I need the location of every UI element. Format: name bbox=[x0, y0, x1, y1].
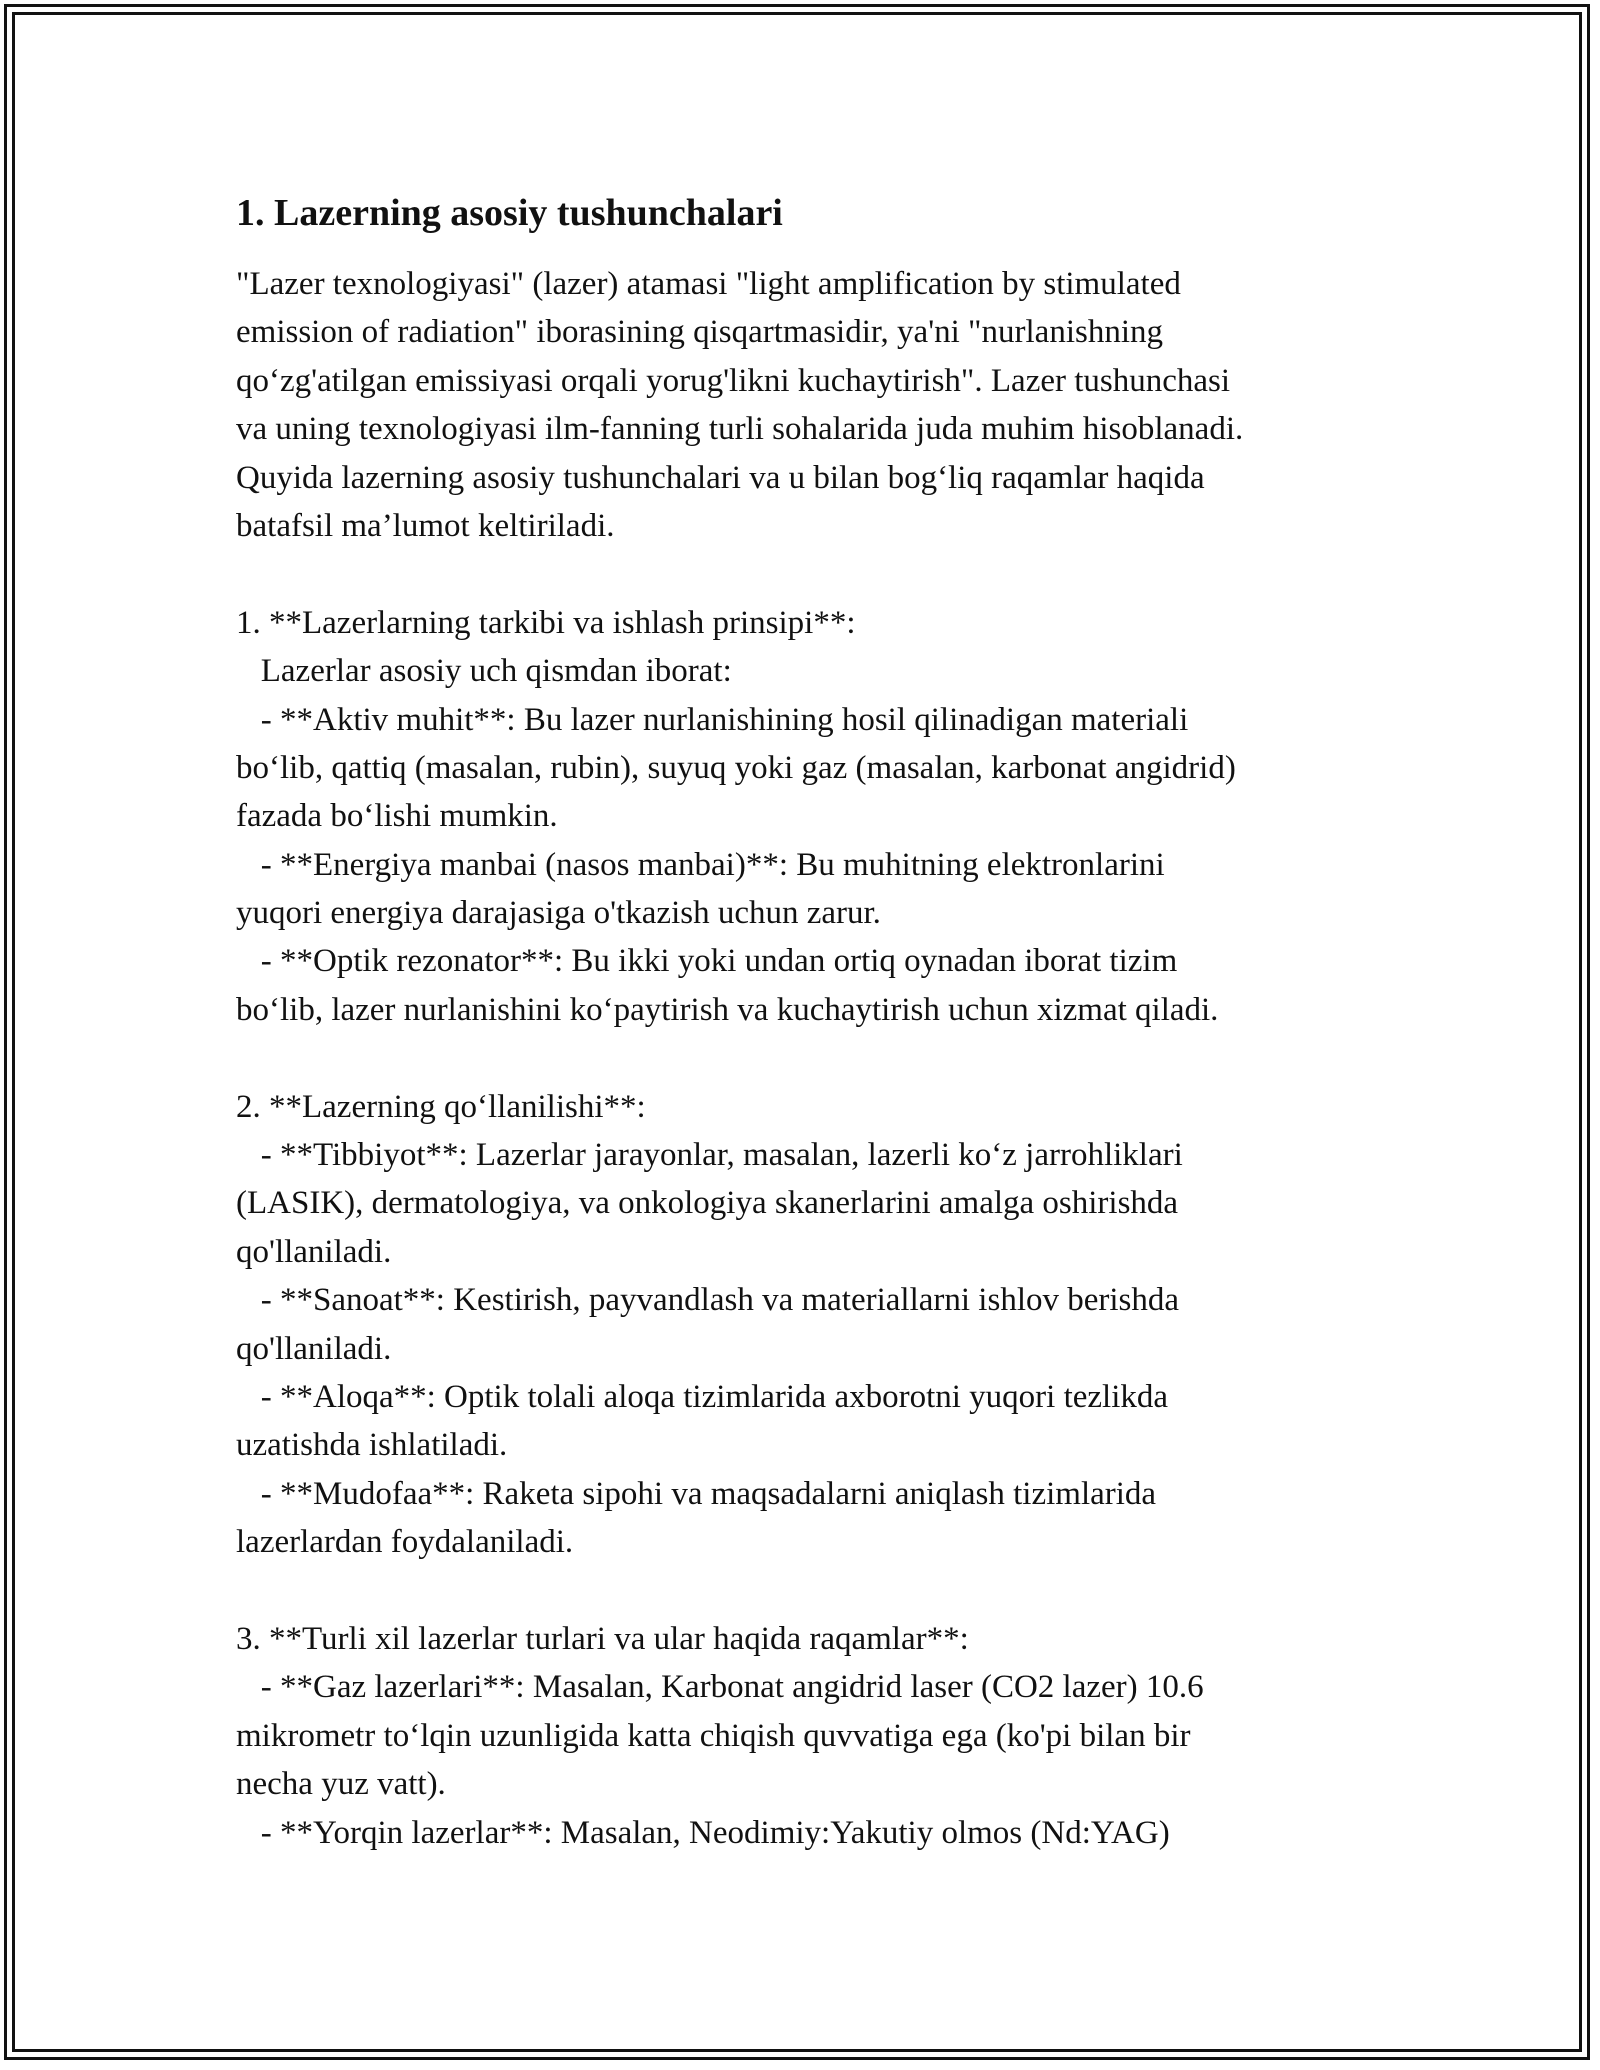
list-item: - **Sanoat**: Kestirish, payvandlash va materiallarni ishlov berishda bbox=[236, 1282, 1180, 1319]
text-line: uzatishda ishlatiladi. bbox=[236, 1427, 508, 1464]
list-item: - **Aktiv muhit**: Bu lazer nurlanishining hosil qilinadigan materiali bbox=[236, 701, 1189, 738]
text-line: va uning texnologiyasi ilm-fanning turli sohalarida juda muhim hisoblanadi. bbox=[236, 411, 1244, 448]
text-line: necha yuz vatt). bbox=[236, 1766, 446, 1803]
list-item: - **Yorqin lazerlar**: Masalan, Neodimiy:Yakutiy olmos (Nd:YAG) bbox=[236, 1814, 1170, 1851]
text-line: Quyida lazerning asosiy tushunchalari va u bilan bog‘liq raqamlar haqida bbox=[236, 459, 1205, 496]
blank-line bbox=[236, 550, 1396, 598]
text-line: Lazerlar asosiy uch qismdan iborat: bbox=[236, 653, 732, 690]
text-line: (LASIK), dermatologiya, va onkologiya skanerlarini amalga oshirishda bbox=[236, 1185, 1179, 1222]
text-line: qo'llaniladi. bbox=[236, 1233, 392, 1270]
text-line: yuqori energiya darajasiga o'tkazish uchun zarur. bbox=[236, 895, 881, 932]
list-item: - **Energiya manbai (nasos manbai)**: Bu muhitning elektronlarini bbox=[236, 846, 1165, 883]
text-line: qo'llaniladi. bbox=[236, 1330, 392, 1367]
text-line: bo‘lib, qattiq (masalan, rubin), suyuq yoki gaz (masalan, karbonat angidrid) bbox=[236, 749, 1236, 786]
text-line: bo‘lib, lazer nurlanishini ko‘paytirish va kuchaytirish uchun xizmat qiladi. bbox=[236, 991, 1219, 1028]
list-item: - **Mudofaa**: Raketa sipohi va maqsadalarni aniqlash tizimlarida bbox=[236, 1475, 1157, 1512]
text-line: fazada bo‘lishi mumkin. bbox=[236, 798, 558, 835]
section-heading: 1. **Lazerlarning tarkibi va ishlash prinsipi**: bbox=[236, 604, 856, 641]
section-heading: 3. **Turli xil lazerlar turlari va ular haqida raqamlar**: bbox=[236, 1620, 969, 1657]
list-item: - **Aloqa**: Optik tolali aloqa tizimlarida axborotni yuqori tezlikda bbox=[236, 1378, 1169, 1415]
section-heading: 2. **Lazerning qo‘llanilishi**: bbox=[236, 1088, 646, 1125]
text-line: mikrometr to‘lqin uzunligida katta chiqish quvvatiga ega (ko'pi bilan bir bbox=[236, 1717, 1191, 1754]
document-title: 1. Lazerning asosiy tushunchalari bbox=[236, 192, 783, 234]
blank-line bbox=[236, 1567, 1396, 1615]
text-line: emission of radiation" iborasining qisqartmasidir, ya'ni "nurlanishning bbox=[236, 314, 1164, 351]
list-item: - **Gaz lazerlari**: Masalan, Karbonat angidrid laser (CO2 lazer) 10.6 bbox=[236, 1669, 1204, 1706]
list-item: - **Tibbiyot**: Lazerlar jarayonlar, masalan, lazerli ko‘z jarrohliklari bbox=[236, 1137, 1183, 1174]
list-item: - **Optik rezonator**: Bu ikki yoki undan ortiq oynadan iborat tizim bbox=[236, 943, 1178, 980]
text-line: lazerlardan foydalaniladi. bbox=[236, 1524, 574, 1561]
text-line: batafsil ma’lumot keltiriladi. bbox=[236, 507, 615, 544]
text-line: "Lazer texnologiyasi" (lazer) atamasi "light amplification by stimulated bbox=[236, 266, 1181, 302]
blank-line bbox=[236, 1034, 1396, 1082]
document-text bbox=[236, 260, 1396, 1857]
text-line: qo‘zg'atilgan emissiyasi orqali yorug'likni kuchaytirish". Lazer tushunchasi bbox=[236, 362, 1231, 399]
document-body bbox=[236, 186, 1396, 1857]
